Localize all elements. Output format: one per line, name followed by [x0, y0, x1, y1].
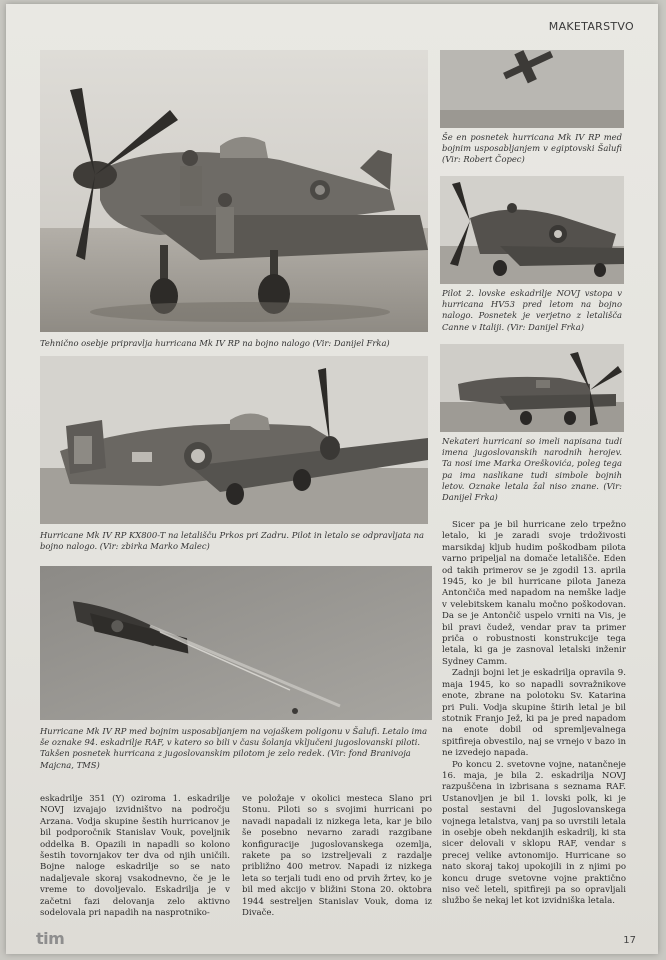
article-right-column	[442, 520, 626, 908]
photo-hurricane-in-flight	[440, 50, 624, 128]
photo-ground-crew-hurricane	[40, 50, 428, 332]
article-bottom-column-1	[40, 794, 230, 919]
paragraph: eskadrilje 351 (Y) oziroma 1. eskadrilje NOVJ izvajajo izvidništvo na področju Arzana. Vodja skupine šestih hurricanov je bil podporočnik Stanislav Vouk, poveljnik oddelka B. Opazili in napadli so kolono šestih tovornjakov ter dva od njih uničili. Bojne naloge eskadrilje so se nato nadaljevale skoraj vsakodnevno, če je le vreme to dovoljevalo. Eskadrilja je v začetni fazi delovanja zelo aktivno sodelovala pri napadih na nasprotniko-	[40, 794, 230, 919]
caption-right-1: Še en posnetek hurricana Mk IV RP med bojnim usposabljanjem v egiptovski Šalufi (Vir: Robert Čopec)	[442, 132, 622, 165]
caption-right-2: Pilot 2. lovske eskadrilje NOVJ vstopa v hurricana HV53 pred letom na bojno nalogo. Posnetek je verjetno z letališča Canne v Italiji. (Vir: Danijel Frka)	[442, 288, 622, 332]
caption-middle-left: Hurricane Mk IV RP KX800-T na letališču Prkos pri Zadru. Pilot in letalo se odpravljata na bojno nalogo. (Vir: zbirka Marko Malec)	[40, 530, 425, 552]
caption-bottom-left: Hurricane Mk IV RP med bojnim usposabljanjem na vojaškem poligonu v Šalufi. Letalo ima še oznake 94. eskadrilje RAF, v katero so bili v času šolanja vključeni jugoslovanski piloti. Takšen posnetek hurricana z jugoslovanskim pilotom je zelo redek. (Vir: fond Branivoja Majcna, TMS)	[40, 726, 428, 770]
paragraph: ve položaje v okolici mesteca Slano pri Stonu. Piloti so s svojimi hurricani po navadi napadali iz nizkega leta, kar je bilo še posebno nevarno zaradi razgibane konfiguracije jugoslovanskega ozemlja, rakete pa so izstreljevali z razdalje približno 400 metrov. Napadi iz nizkega leta so terjali tudi eno od prvih žrtev, ko je bil med akcijo v bližini Stona 20. oktobra 1944 sestreljen Stanislav Vouk, doma iz Divače.	[242, 794, 432, 919]
caption-top-left: Tehnično osebje pripravlja hurricana Mk IV RP na bojno nalogo (Vir: Danijel Frka)	[40, 338, 390, 348]
photo-hurricane-kx800	[40, 356, 428, 524]
photo-pilot-entering-hurricane	[440, 176, 624, 284]
section-header: MAKETARSTVO	[548, 20, 634, 33]
photo-hurricane-rocket-firing	[40, 566, 432, 720]
photo-named-hurricane	[440, 344, 624, 432]
paragraph: Po koncu 2. svetovne vojne, natančneje 16. maja, je bila 2. eskadrilja NOVJ razpuščena in izbrisana s seznama RAF. Ustanovljen je bil 1. lovski polk, ki je postal sestavni del Jugoslovanskega vojnega letalstva, vanj pa so uvrstili letala in osebje obeh nekdanjih eskadrilj, ki sta sicer delovali v sklopu RAF, vendar s precej velike avtonomijo. Hurricane so nato skoraj takoj upokojili in z njimi po koncu druge svetovne vojne praktično niso več leteli, spitfireji pa so opravljali službo še nekaj let kot izvidniška letala.	[442, 759, 626, 907]
article-bottom-column-2	[242, 794, 432, 919]
caption-right-3: Nekateri hurricani so imeli napisana tudi imena jugoslovanskih narodnih herojev. Ta nosi ime Marka Oreškovića, poleg tega pa ima naslikane tudi simbole bojnih letov. Oznake letala žal niso znane. (Vir: Danijel Frka)	[442, 436, 622, 503]
magazine-page	[6, 4, 658, 954]
paragraph: Zadnji bojni let je eskadrilja opravila 9. maja 1945, ko so napadli sovražnikove enote, zbrane na polotoku Sv. Katarina pri Puli. Vodja skupine štirih letal je bil stotnik Franjo Jež, ki pa je pred napadom na enote dobil od spremljevalnega spitfireja obvestilo, naj se vrnejo v bazo in ne izvedejo napada.	[442, 668, 626, 759]
magazine-logo: tim	[36, 929, 65, 948]
page-number: 17	[623, 935, 636, 946]
paragraph: Sicer pa je bil hurricane zelo trpežno letalo, ki je zaradi svoje trdoživosti marsikdaj kljub hudim poškodbam pilota varno pripeljal na domače letališče. Eden od takih primerov se je zgodil 13. aprila 1945, ko je bil hurricane pilota Janeza Antončiča med napadom na nemške ladje v velebitskem kanalu močno poškodovan. Da se je Antončič uspelo vrniti na Vis, je bil pravi čudež, vendar prav ta primer priča o robustnosti konstrukcije tega letala, ki ga je zasnoval letalski inženir Sydney Camm.	[442, 520, 626, 667]
